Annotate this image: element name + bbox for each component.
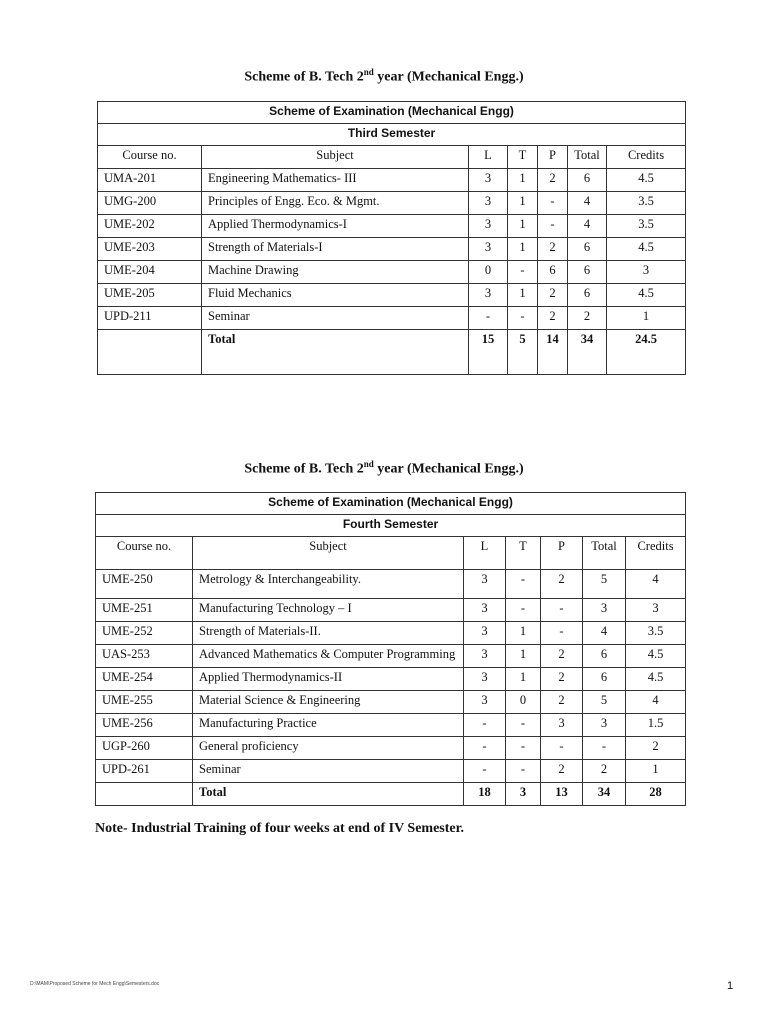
value-cell: -	[541, 622, 583, 645]
table-row	[96, 691, 686, 714]
value-cell: -	[506, 570, 541, 599]
page-number: 1	[727, 980, 734, 992]
value-cell: 2	[541, 570, 583, 599]
total-cell: 5	[508, 330, 538, 375]
heading-text-suffix: year (Mechanical Engg.)	[373, 461, 524, 477]
third-semester-table	[97, 101, 686, 375]
header-row	[98, 146, 686, 169]
value-cell: 2	[538, 284, 568, 307]
subject: Seminar	[193, 760, 464, 783]
value-cell: 4.5	[607, 284, 686, 307]
value-cell: 1	[508, 284, 538, 307]
table-row	[98, 307, 686, 330]
table-row	[98, 192, 686, 215]
note: Note- Industrial Training of four weeks at end of IV Semester.	[95, 821, 465, 836]
value-cell: 2	[538, 169, 568, 192]
value-cell: -	[506, 760, 541, 783]
value-cell: 3	[583, 714, 626, 737]
course-no: UME-203	[98, 238, 202, 261]
value-cell: 1	[607, 307, 686, 330]
value-cell: 1	[508, 238, 538, 261]
value-cell: -	[538, 215, 568, 238]
subject: Fluid Mechanics	[202, 284, 469, 307]
total-cell: 3	[506, 783, 541, 806]
total-cell: 14	[538, 330, 568, 375]
value-cell: -	[508, 261, 538, 284]
total-cell: 28	[626, 783, 686, 806]
value-cell: 3	[464, 599, 506, 622]
column-header: Total	[583, 537, 626, 570]
course-no: UAS-253	[96, 645, 193, 668]
table-row	[96, 668, 686, 691]
total-row	[96, 783, 686, 806]
value-cell: 3	[541, 714, 583, 737]
subject: Applied Thermodynamics-II	[193, 668, 464, 691]
value-cell: 4	[568, 215, 607, 238]
column-header: Total	[568, 146, 607, 169]
value-cell: 3.5	[607, 215, 686, 238]
total-row	[98, 330, 686, 375]
table-row	[98, 215, 686, 238]
value-cell: 1	[508, 192, 538, 215]
table-row	[98, 169, 686, 192]
heading-text-suffix: year (Mechanical Engg.)	[373, 69, 524, 85]
heading-sup: nd	[363, 459, 374, 469]
value-cell: 3	[469, 284, 508, 307]
value-cell: 1	[506, 622, 541, 645]
value-cell: -	[541, 737, 583, 760]
total-cell: 18	[464, 783, 506, 806]
value-cell: 5	[583, 570, 626, 599]
table-row	[96, 599, 686, 622]
course-no: UME-255	[96, 691, 193, 714]
subject: Strength of Materials-II.	[193, 622, 464, 645]
total-cell: 13	[541, 783, 583, 806]
value-cell: -	[538, 192, 568, 215]
heading-fourth	[0, 459, 768, 478]
column-header: Subject	[193, 537, 464, 570]
value-cell: 3	[469, 169, 508, 192]
value-cell: 2	[541, 668, 583, 691]
value-cell: 4.5	[626, 668, 686, 691]
column-header: P	[538, 146, 568, 169]
subject: Engineering Mathematics- III	[202, 169, 469, 192]
total-cell: 24.5	[607, 330, 686, 375]
value-cell: 2	[626, 737, 686, 760]
value-cell: 6	[568, 169, 607, 192]
heading-sup: nd	[363, 67, 374, 77]
value-cell: -	[541, 599, 583, 622]
course-no: UME-204	[98, 261, 202, 284]
subject: Strength of Materials-I	[202, 238, 469, 261]
value-cell: 2	[541, 645, 583, 668]
value-cell: 3	[464, 645, 506, 668]
table-row	[96, 645, 686, 668]
column-header: L	[464, 537, 506, 570]
total-cell	[96, 783, 193, 806]
value-cell: 2	[583, 760, 626, 783]
value-cell: 4	[568, 192, 607, 215]
course-no: UMA-201	[98, 169, 202, 192]
value-cell: 3	[464, 691, 506, 714]
table-row	[96, 760, 686, 783]
value-cell: 3.5	[607, 192, 686, 215]
header-row	[96, 537, 686, 570]
course-no: UGP-260	[96, 737, 193, 760]
value-cell: -	[506, 737, 541, 760]
value-cell: 1	[626, 760, 686, 783]
value-cell: 1	[506, 645, 541, 668]
subject: Applied Thermodynamics-I	[202, 215, 469, 238]
total-cell	[98, 330, 202, 375]
course-no: UME-205	[98, 284, 202, 307]
semester-title: Fourth Semester	[96, 515, 686, 537]
value-cell: 2	[538, 238, 568, 261]
column-header: Credits	[626, 537, 686, 570]
table-row	[96, 622, 686, 645]
column-header: T	[508, 146, 538, 169]
column-header: Credits	[607, 146, 686, 169]
value-cell: 1.5	[626, 714, 686, 737]
total-cell: Total	[202, 330, 469, 375]
value-cell: 6	[568, 238, 607, 261]
course-no: UME-202	[98, 215, 202, 238]
heading-text: Scheme of B. Tech 2	[244, 69, 364, 85]
value-cell: 4.5	[607, 238, 686, 261]
course-no: UME-250	[96, 570, 193, 599]
column-header: Course no.	[96, 537, 193, 570]
value-cell: 2	[538, 307, 568, 330]
subject: Manufacturing Technology – I	[193, 599, 464, 622]
table-title: Scheme of Examination (Mechanical Engg)	[98, 102, 686, 124]
semester-title: Third Semester	[98, 124, 686, 146]
value-cell: 3	[469, 192, 508, 215]
course-no: UPD-211	[98, 307, 202, 330]
value-cell: 4	[626, 570, 686, 599]
value-cell: 3	[626, 599, 686, 622]
value-cell: -	[464, 760, 506, 783]
course-no: UME-251	[96, 599, 193, 622]
course-no: UME-252	[96, 622, 193, 645]
value-cell: 3	[464, 570, 506, 599]
heading-text: Scheme of B. Tech 2	[244, 461, 364, 477]
value-cell: -	[506, 599, 541, 622]
value-cell: -	[464, 737, 506, 760]
subject: Metrology & Interchangeability.	[193, 570, 464, 599]
course-no: UME-254	[96, 668, 193, 691]
total-cell: 15	[469, 330, 508, 375]
value-cell: 3	[469, 238, 508, 261]
value-cell: -	[583, 737, 626, 760]
fourth-semester-table	[95, 492, 686, 806]
value-cell: 2	[568, 307, 607, 330]
value-cell: 5	[583, 691, 626, 714]
value-cell: 2	[541, 760, 583, 783]
table-row	[98, 261, 686, 284]
course-no: UMG-200	[98, 192, 202, 215]
table-row	[96, 570, 686, 599]
value-cell: 6	[583, 668, 626, 691]
subject: Manufacturing Practice	[193, 714, 464, 737]
value-cell: 4	[583, 622, 626, 645]
value-cell: 1	[508, 169, 538, 192]
value-cell: 4.5	[607, 169, 686, 192]
value-cell: 1	[508, 215, 538, 238]
value-cell: 6	[568, 261, 607, 284]
value-cell: 3	[464, 668, 506, 691]
value-cell: 3	[464, 622, 506, 645]
value-cell: -	[506, 714, 541, 737]
value-cell: -	[469, 307, 508, 330]
subject: Seminar	[202, 307, 469, 330]
value-cell: 3	[607, 261, 686, 284]
total-cell: 34	[568, 330, 607, 375]
column-header: P	[541, 537, 583, 570]
value-cell: 2	[541, 691, 583, 714]
table-row	[98, 284, 686, 307]
value-cell: 4.5	[626, 645, 686, 668]
subject: Machine Drawing	[202, 261, 469, 284]
value-cell: 6	[538, 261, 568, 284]
subject: Principles of Engg. Eco. & Mgmt.	[202, 192, 469, 215]
column-header: Course no.	[98, 146, 202, 169]
total-cell: 34	[583, 783, 626, 806]
value-cell: 1	[506, 668, 541, 691]
table-row	[96, 714, 686, 737]
value-cell: 6	[583, 645, 626, 668]
course-no: UPD-261	[96, 760, 193, 783]
column-header: T	[506, 537, 541, 570]
value-cell: 6	[568, 284, 607, 307]
course-no: UME-256	[96, 714, 193, 737]
value-cell: 3	[469, 215, 508, 238]
subject: Advanced Mathematics & Computer Programming	[193, 645, 464, 668]
column-header: Subject	[202, 146, 469, 169]
footer-file-path: D:\MAM\Proposed Scheme for Mech Engg\Semesters.doc	[30, 981, 160, 987]
value-cell: -	[464, 714, 506, 737]
column-header: L	[469, 146, 508, 169]
value-cell: 3	[583, 599, 626, 622]
value-cell: 0	[469, 261, 508, 284]
table-row	[98, 238, 686, 261]
heading-third	[0, 67, 768, 86]
value-cell: 4	[626, 691, 686, 714]
subject: General proficiency	[193, 737, 464, 760]
table-row	[96, 737, 686, 760]
value-cell: -	[508, 307, 538, 330]
value-cell: 0	[506, 691, 541, 714]
subject: Material Science & Engineering	[193, 691, 464, 714]
total-cell: Total	[193, 783, 464, 806]
table-title: Scheme of Examination (Mechanical Engg)	[96, 493, 686, 515]
value-cell: 3.5	[626, 622, 686, 645]
